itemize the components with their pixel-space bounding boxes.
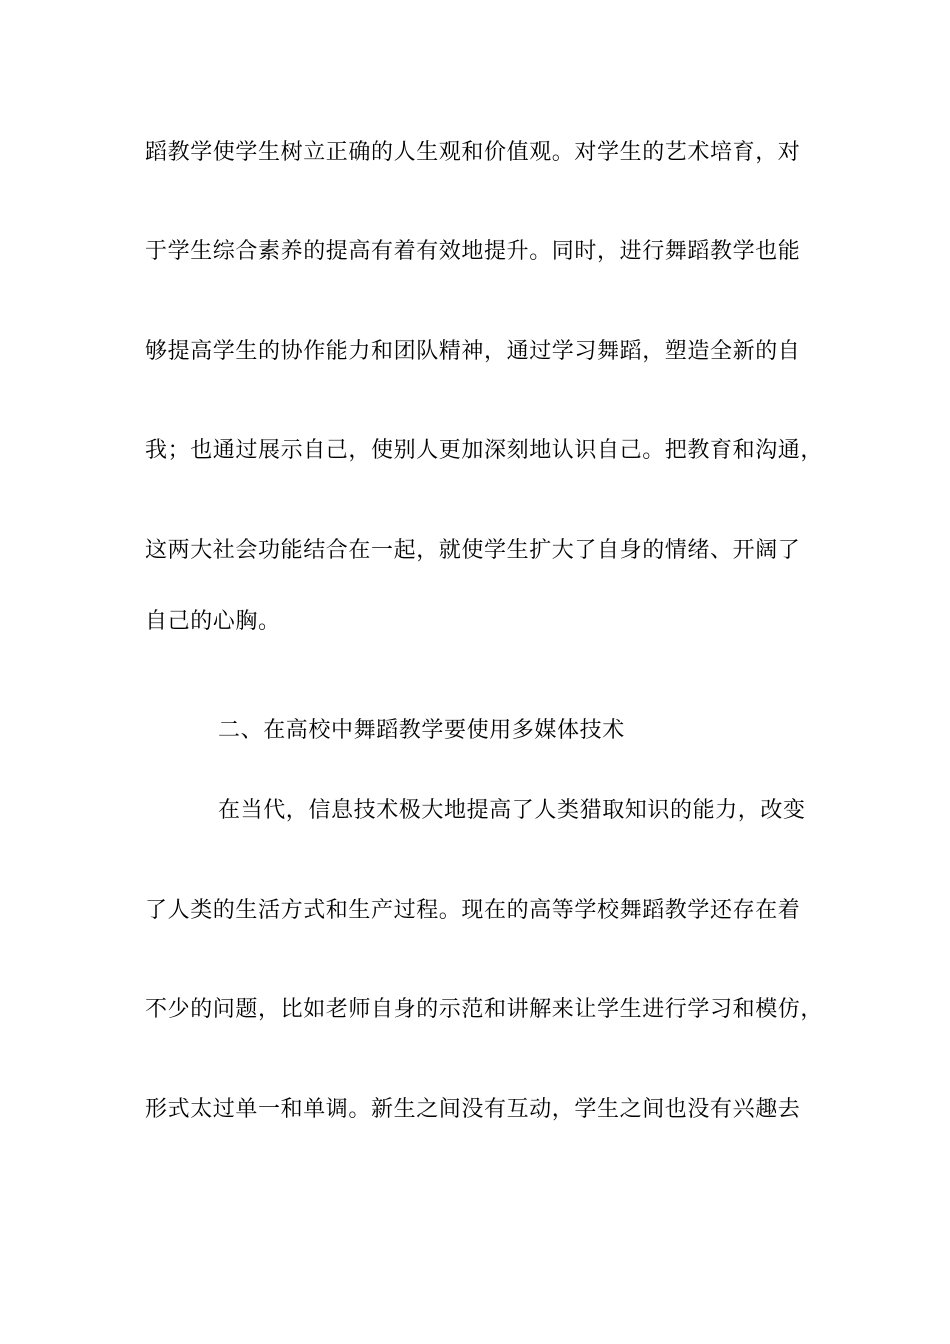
paragraph-line: 够提高学生的协作能力和团队精神，通过学习舞蹈，塑造全新的自 xyxy=(145,339,801,364)
section-heading: 二、在高校中舞蹈教学要使用多媒体技术 xyxy=(218,718,625,743)
paragraph-line: 不少的问题，比如老师自身的示范和讲解来让学生进行学习和模仿， xyxy=(145,997,824,1022)
paragraph-line: 在当代，信息技术极大地提高了人类猎取知识的能力，改变 xyxy=(218,798,806,823)
paragraph-line: 了人类的生活方式和生产过程。现在的高等学校舞蹈教学还存在着 xyxy=(145,898,801,923)
paragraph-line: 这两大社会功能结合在一起，就使学生扩大了自身的情绪、开阔了 xyxy=(145,538,801,563)
paragraph-line: 自己的心胸。 xyxy=(145,609,281,634)
paragraph-line: 形式太过单一和单调。新生之间没有互动，学生之间也没有兴趣去 xyxy=(145,1097,801,1122)
paragraph-line: 我；也通过展示自己，使别人更加深刻地认识自己。把教育和沟通， xyxy=(145,438,824,463)
paragraph-line: 于学生综合素养的提高有着有效地提升。同时，进行舞蹈教学也能 xyxy=(145,239,801,264)
paragraph-line: 蹈教学使学生树立正确的人生观和价值观。对学生的艺术培育，对 xyxy=(145,140,801,165)
